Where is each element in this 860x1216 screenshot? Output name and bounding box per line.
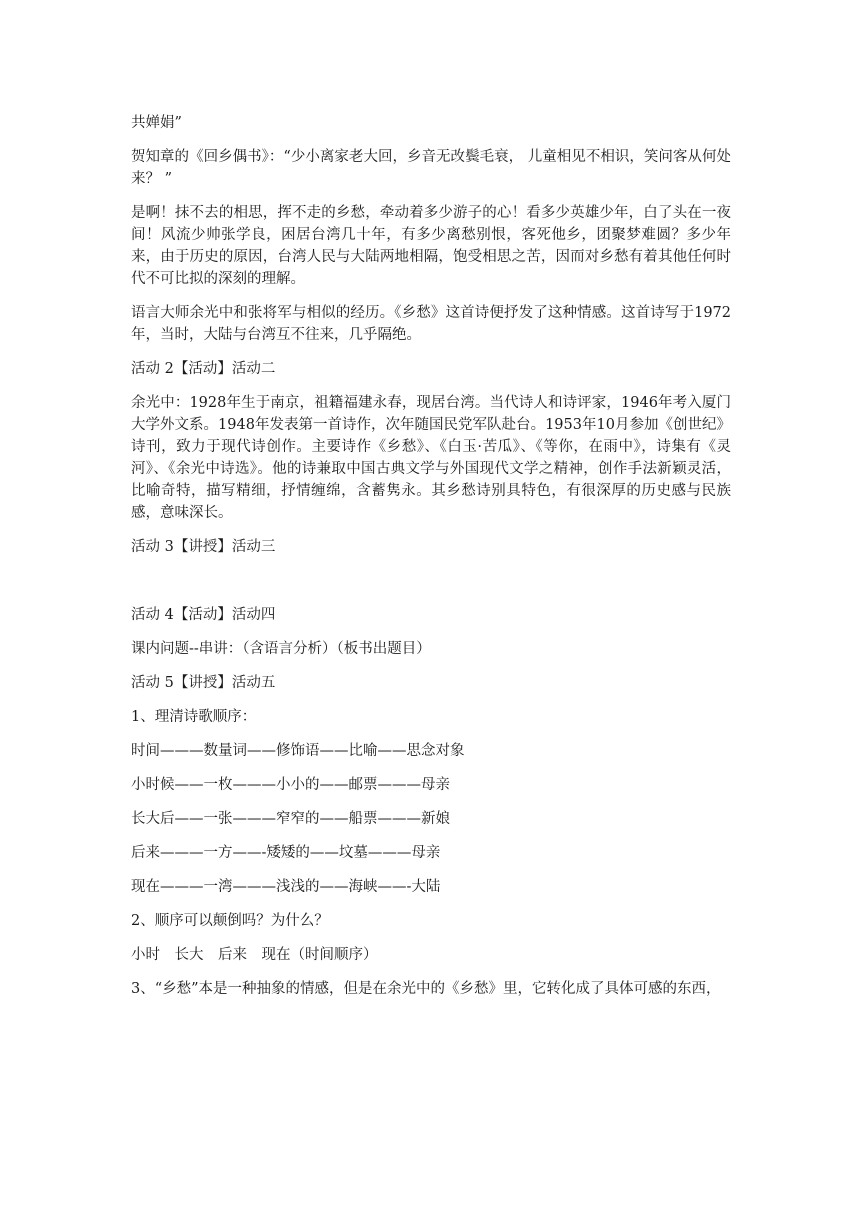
poem-structure-header: 时间———数量词——修饰语——比喻——思念对象 <box>131 743 465 759</box>
heading-activity-2: 活动 2【活动】活动二 <box>131 361 276 377</box>
poem-structure-row-childhood: 小时候——一枚———小小的——邮票———母亲 <box>131 777 450 793</box>
paragraph-time-order: 小时 长大 后来 现在（时间顺序） <box>131 947 378 963</box>
paragraph-class-questions: 课内问题--串讲：（含语言分析）（板书出题目） <box>131 641 431 657</box>
paragraph-homesickness-intro: 是啊！抹不去的相思，挥不走的乡愁，牵动着多少游子的心！看多少英雄少年，白了头在一夜间！风流少帅张学良，困居台湾几十年，有多少离愁别恨，客死他乡，团聚梦难圆？多少年来，由于历史的原因，台湾人民与大陆两地相隔，饱受相思之苦，因而对乡愁有着其他任何时代不可比拟的深刻的理解。 <box>131 205 731 287</box>
heading-activity-3: 活动 3【讲授】活动三 <box>131 539 276 555</box>
heading-activity-4: 活动 4【活动】活动四 <box>131 607 276 623</box>
poem-structure-row-adulthood: 长大后——一张———窄窄的——船票———新娘 <box>131 811 450 827</box>
heading-activity-5: 活动 5【讲授】活动五 <box>131 675 276 691</box>
paragraph-poem-background: 语言大师余光中和张将军与相似的经历。《乡愁》这首诗便抒发了这种情感。这首诗写于1972年，当时，大陆与台湾互不往来，几乎隔绝。 <box>131 305 731 343</box>
document-body <box>131 112 731 1012</box>
poem-structure-row-later: 后来———一方——-矮矮的——坟墓———母亲 <box>131 845 441 861</box>
paragraph-poem-ending: 共婵娟” <box>131 115 182 131</box>
poem-structure-row-now: 现在———一湾———浅浅的——海峡——-大陆 <box>131 879 441 895</box>
paragraph-order-question-2: 2、顺序可以颠倒吗？为什么？ <box>131 913 329 929</box>
paragraph-order-question-1: 1、理清诗歌顺序： <box>131 709 257 725</box>
paragraph-he-zhizhang-poem: 贺知章的《回乡偶书》：“少小离家老大回，乡音无改鬓毛衰， 儿童相见不相识，笑问客从何处来？ ” <box>131 149 731 187</box>
paragraph-author-bio: 余光中：1928年生于南京，祖籍福建永春，现居台湾。当代诗人和诗评家，1946年考入厦门大学外文系。1948年发表第一首诗作，次年随国民党军队赴台。1953年10月参加《创世纪》诗刊，致力于现代诗创作。主要诗作《乡愁》、《白玉·苦瓜》、《等你，在雨中》，诗集有《灵河》、《余光中诗选》。他的诗兼取中国古典文学与外国现代文学之精神，创作手法新颖灵活，比喻奇特，描写精细，抒情缠绵，含蓄隽永。其乡愁诗别具特色，有很深厚的历史感与民族感，意味深长。 <box>131 395 731 521</box>
paragraph-question-3: 3、“乡愁”本是一种抽象的情感，但是在余光中的《乡愁》里，它转化成了具体可感的东西， <box>131 981 721 997</box>
blank-paragraph <box>131 570 731 592</box>
